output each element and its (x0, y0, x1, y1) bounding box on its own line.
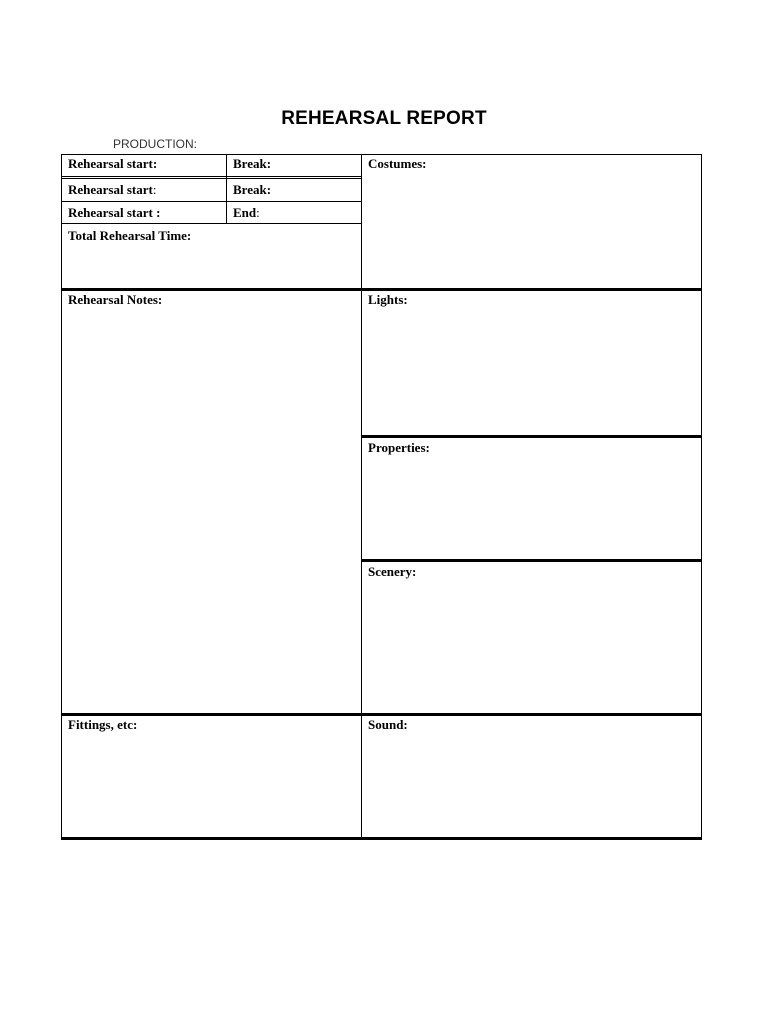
form-border-left (61, 154, 62, 839)
schedule-row-divider (61, 223, 362, 224)
schedule-column-divider (226, 154, 227, 224)
rehearsal-start-2-colon: : (152, 182, 157, 197)
production-label: PRODUCTION: (113, 137, 197, 151)
rehearsal-start-2-text: Rehearsal start (68, 182, 153, 197)
costumes-label: Costumes: (368, 156, 427, 171)
section-divider (61, 713, 702, 716)
sound-label: Sound: (368, 717, 408, 732)
form-border-top (61, 154, 702, 155)
section-divider (361, 559, 702, 562)
section-divider (361, 435, 702, 438)
rehearsal-start-1-label: Rehearsal start: (68, 156, 158, 171)
rehearsal-start-2-label (68, 182, 156, 198)
rehearsal-notes-label: Rehearsal Notes: (68, 292, 163, 307)
schedule-row-divider (61, 201, 362, 202)
break-1-label: Break: (233, 156, 272, 171)
section-divider (61, 288, 702, 291)
schedule-row-divider (61, 178, 362, 179)
end-text: End (233, 205, 257, 220)
center-divider (361, 154, 362, 839)
fittings-label: Fittings, etc: (68, 717, 138, 732)
end-colon: : (256, 205, 260, 220)
rehearsal-start-3-label: Rehearsal start : (68, 205, 161, 220)
report-title: REHEARSAL REPORT (281, 108, 487, 129)
break-2-label: Break: (233, 182, 272, 197)
schedule-row-divider (61, 176, 362, 177)
form-border-bottom (61, 837, 702, 840)
lights-label: Lights: (368, 292, 408, 307)
end-label (233, 205, 260, 221)
total-rehearsal-time-label: Total Rehearsal Time: (68, 228, 192, 243)
form-border-right (701, 154, 702, 839)
scenery-label: Scenery: (368, 564, 417, 579)
properties-label: Properties: (368, 440, 430, 455)
